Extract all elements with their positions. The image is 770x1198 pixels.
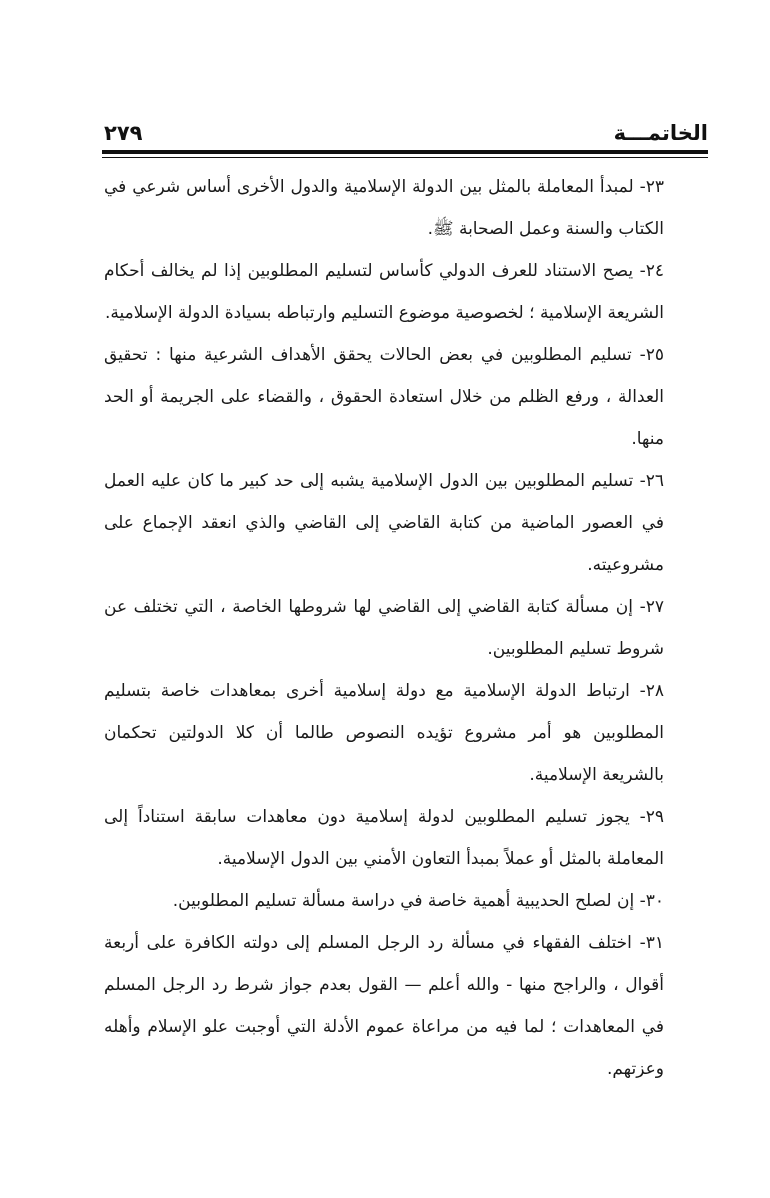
page-header	[104, 118, 708, 152]
chapter-title: الخاتمـــة	[613, 121, 708, 145]
header-rule-thick	[102, 150, 708, 154]
paragraph-25: ٢٥- تسليم المطلوبين في بعض الحالات يحقق الأهداف الشرعية منها : تحقيق العدالة ، ورفع الظلم من خلال استعادة الحقوق ، والقضاء على الجريمة أو الحد منها.	[104, 345, 664, 449]
paragraph-28: ٢٨- ارتباط الدولة الإسلامية مع دولة إسلامية أخرى بمعاهدات خاصة بتسليم المطلوبين هو أمر مشروع تؤيده النصوص طالما أن كلا الدولتين تحكمان بالشريعة الإسلامية.	[104, 681, 664, 785]
paragraph-27: ٢٧- إن مسألة كتابة القاضي إلى القاضي لها شروطها الخاصة ، التي تختلف عن شروط تسليم المطلوبين.	[104, 597, 664, 659]
paragraph-30: ٣٠- إن لصلح الحديبية أهمية خاصة في دراسة مسألة تسليم المطلوبين.	[172, 891, 664, 911]
paragraph-23: ٢٣- لمبدأ المعاملة بالمثل بين الدولة الإسلامية والدول الأخرى أساس شرعي في الكتاب والسنة وعمل الصحابة ﷺ.	[104, 177, 664, 239]
paragraph-26: ٢٦- تسليم المطلوبين بين الدول الإسلامية يشبه إلى حد كبير ما كان عليه العمل في العصور الماضية من كتابة القاضي إلى القاضي والذي انعقد الإجماع على مشروعيته.	[104, 471, 664, 575]
paragraph-29: ٢٩- يجوز تسليم المطلوبين لدولة إسلامية دون معاهدات سابقة استناداً إلى المعاملة بالمثل أو عملاً بمبدأ التعاون الأمني بين الدول الإسلامية.	[104, 807, 664, 869]
header-rule-thin	[102, 157, 708, 158]
paragraph-24: ٢٤- يصح الاستناد للعرف الدولي كأساس لتسليم المطلوبين إذا لم يخالف أحكام الشريعة الإسلامية ؛ لخصوصية موضوع التسليم وارتباطه بسيادة الدولة الإسلامية.	[104, 261, 664, 323]
paragraph-31: ٣١- اختلف الفقهاء في مسألة رد الرجل المسلم إلى دولته الكافرة على أربعة أقوال ، والراجح منها - والله أعلم — القول بعدم جواز شرط رد الرجل المسلم في المعاهدات ؛ لما فيه من مراعاة عموم الأدلة التي أوجبت علو الإسلام وأهله وعزتهم.	[104, 933, 664, 1079]
body-text	[104, 166, 708, 1090]
page-number: ٢٧٩	[104, 121, 143, 145]
